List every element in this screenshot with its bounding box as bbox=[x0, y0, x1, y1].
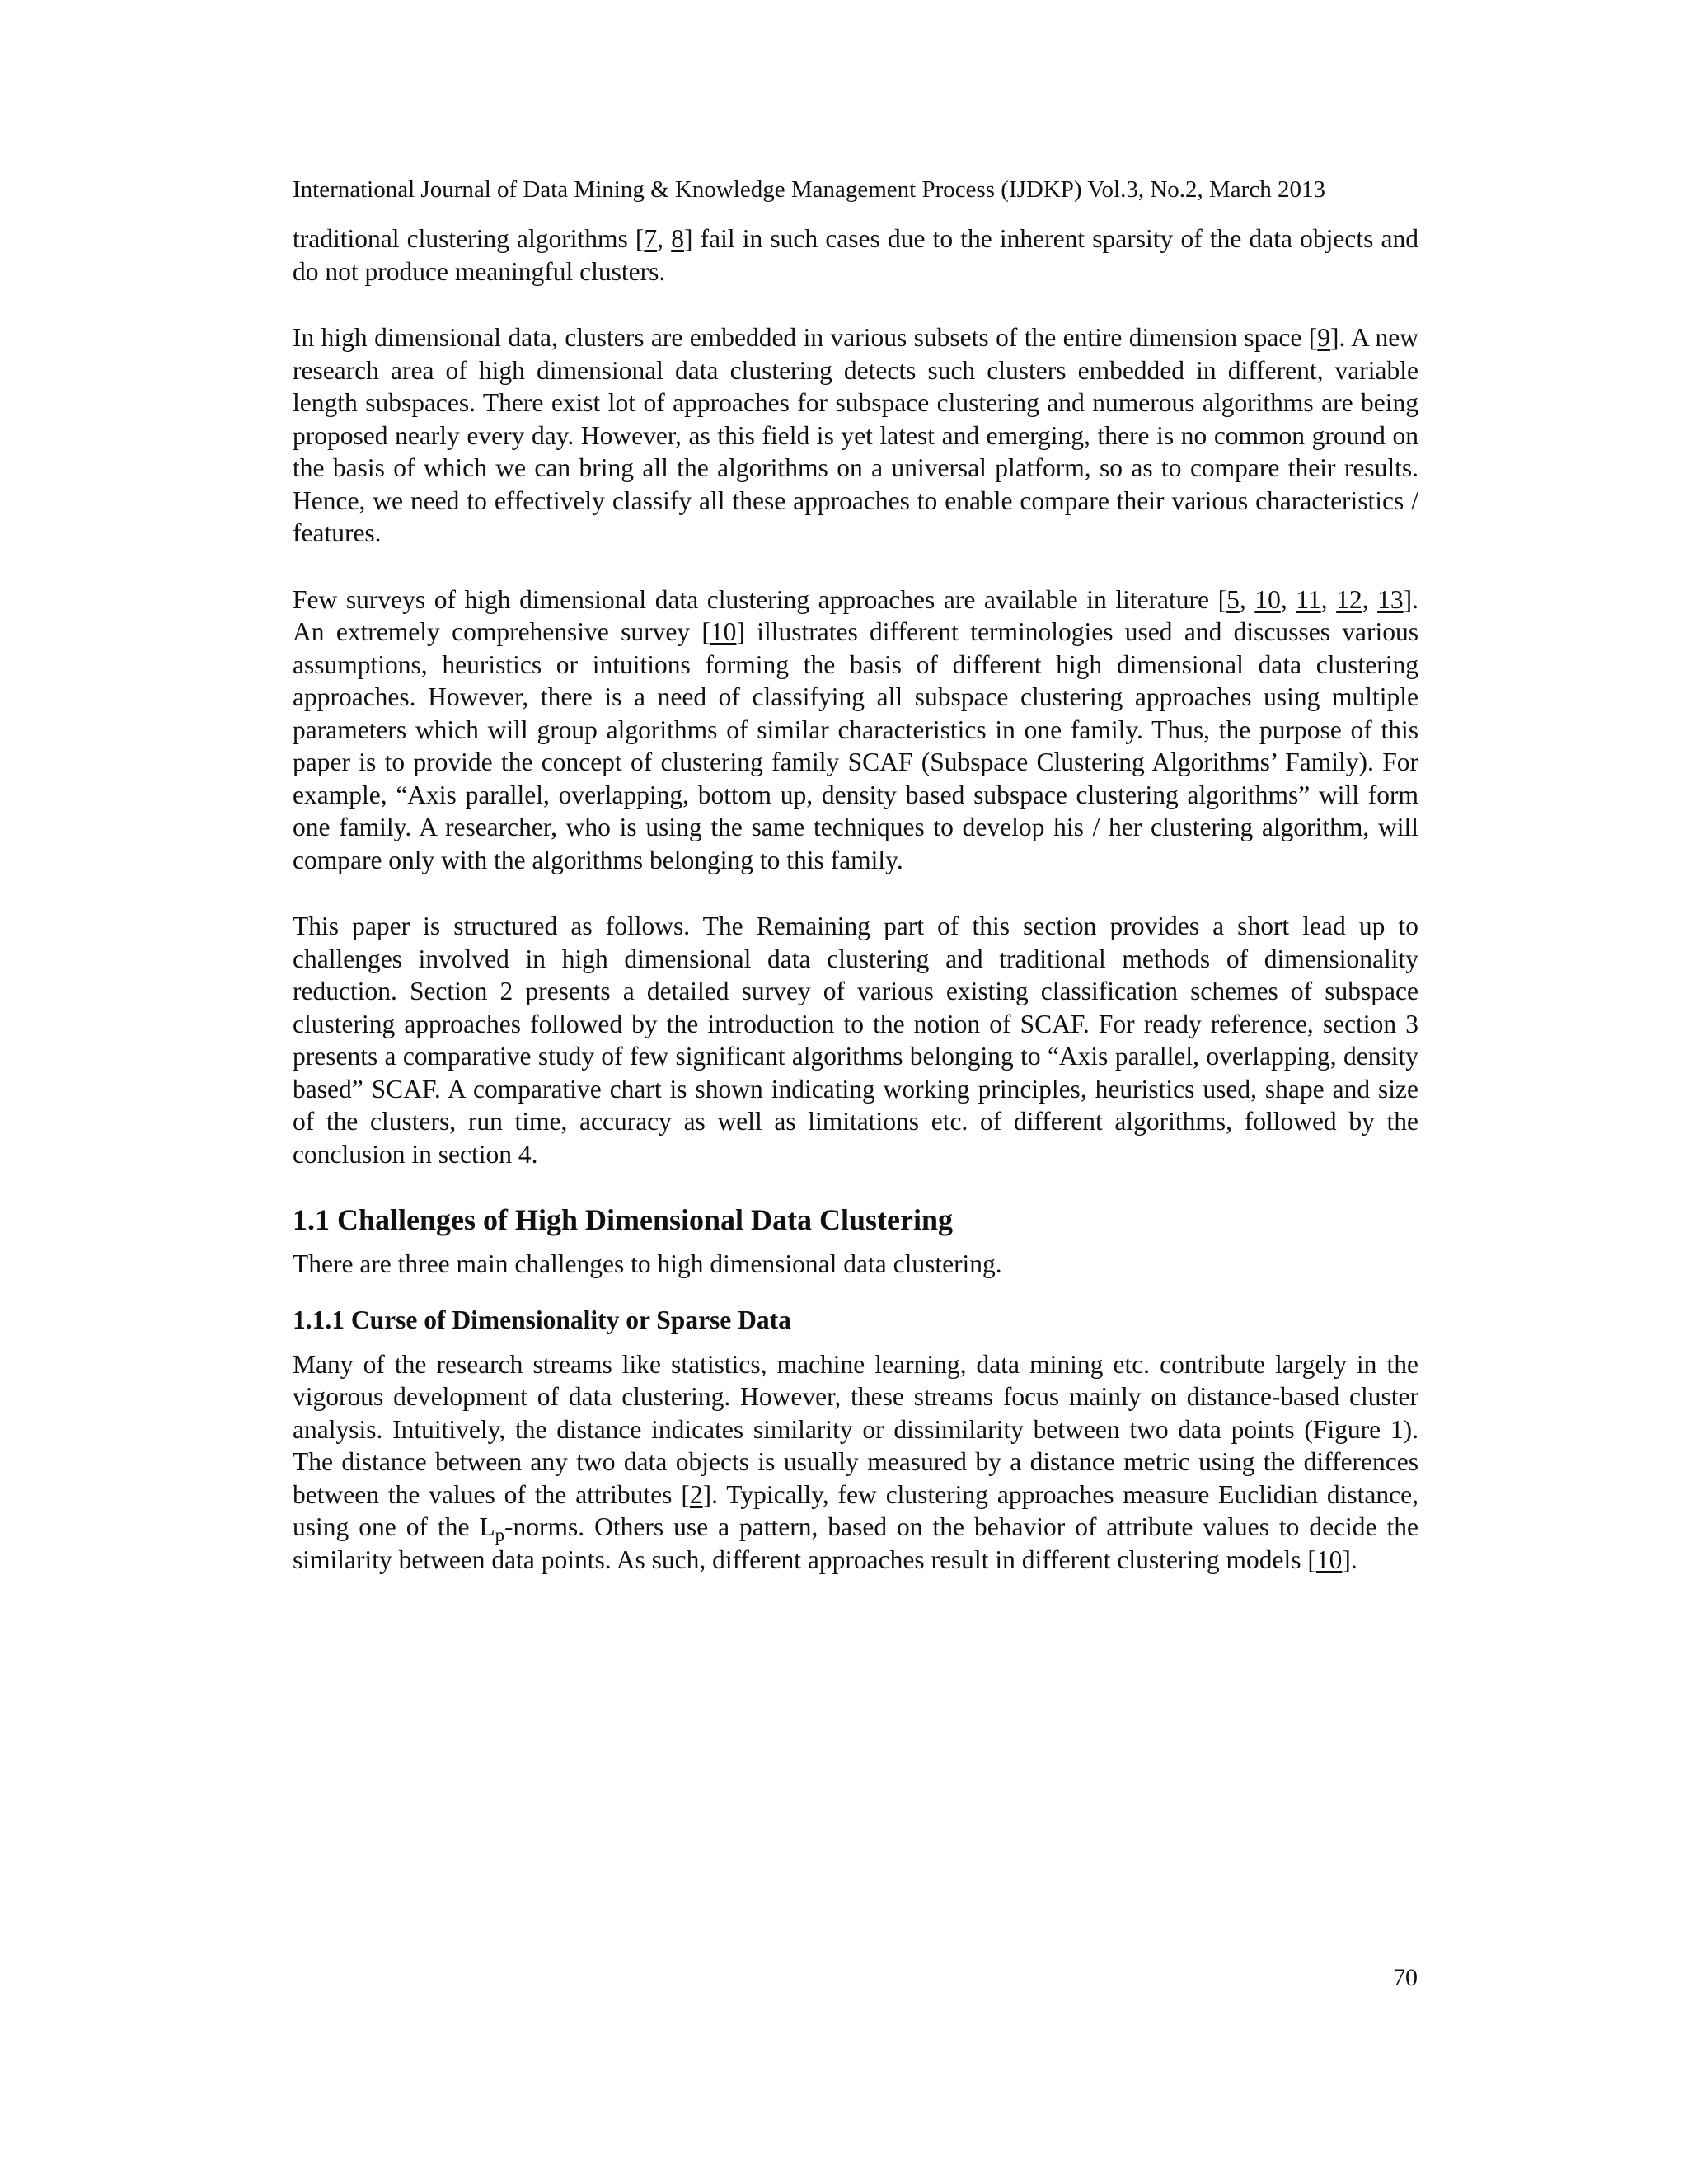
subscript-p: p bbox=[495, 1524, 505, 1545]
text-span: ]. Typically, few clustering approaches measure Euclidian distance, using one of the L bbox=[293, 1479, 1418, 1541]
running-header: International Journal of Data Mining & Knowledge Management Process (IJDKP) Vol.3, No.2, March 2013 bbox=[293, 176, 1325, 203]
text-span: , bbox=[1239, 584, 1255, 614]
paragraph-structure: This paper is structured as follows. The Remaining part of this section provides a short lead up to challenges involved in high dimensional data clustering and traditional methods of dimensionality reduction. Section 2 presents a detailed survey of various existing classification schemes of subspace clustering approaches followed by the introduction to the notion of SCAF. For ready reference, section 3 presents a comparative study of few significant algorithms belonging to “Axis parallel, overlapping, density based” SCAF. A comparative chart is shown indicating working principles, heuristics used, shape and size of the clusters, run time, accuracy as well as limitations etc. of different algorithms, followed by the conclusion in section 4. bbox=[293, 912, 1418, 1169]
paragraph-intro-continued bbox=[293, 223, 1418, 288]
text-span: , bbox=[657, 224, 672, 253]
citation-link[interactable]: 10 bbox=[1254, 584, 1281, 614]
text-span: Few surveys of high dimensional data clustering approaches are available in literature [ bbox=[293, 584, 1227, 614]
paragraph-challenges-intro: There are three main challenges to high dimensional data clustering. bbox=[293, 1249, 1002, 1278]
paragraph-surveys bbox=[293, 583, 1418, 877]
text-span: ] fail in such cases due to the inherent sparsity of the data objects and do not produce meaningful clusters. bbox=[293, 224, 1418, 286]
section-heading: 1.1 Challenges of High Dimensional Data Clustering bbox=[293, 1203, 954, 1236]
citation-link[interactable]: 2 bbox=[689, 1479, 703, 1509]
text-span: Many of the research streams like statistics, machine learning, data mining etc. contribute largely in the vigorous development of data clustering. However, these streams focus mainly on distance-based cluster analysis. Intuitively, the distance indicates similarity or dissimilarity between two data points (Figure 1). The distance between any two data objects is usually measured by a distance metric using the differences between the values of the attributes [ bbox=[293, 1349, 1418, 1509]
text-span: , bbox=[1320, 584, 1337, 614]
text-span: , bbox=[1362, 584, 1378, 614]
text-span: traditional clustering algorithms [ bbox=[293, 224, 645, 253]
citation-link[interactable]: 13 bbox=[1377, 584, 1404, 614]
text-span: ]. An extremely comprehensive survey [ bbox=[293, 584, 1419, 646]
text-span: , bbox=[1280, 584, 1296, 614]
citation-link[interactable]: 5 bbox=[1226, 584, 1240, 614]
citation-link[interactable]: 12 bbox=[1336, 584, 1362, 614]
citation-link[interactable]: 11 bbox=[1296, 584, 1321, 614]
citation-link[interactable]: 8 bbox=[671, 224, 684, 253]
subsection-heading: 1.1.1 Curse of Dimensionality or Sparse Data bbox=[293, 1305, 791, 1334]
body-text bbox=[293, 223, 1418, 1576]
paragraph-subspaces bbox=[293, 321, 1418, 550]
citation-link[interactable]: 10 bbox=[1315, 1544, 1343, 1574]
text-span: ]. A new research area of high dimensional data clustering detects such clusters embedded in different, variable length subspaces. There exist lot of approaches for subspace clustering and numerous algorithms are being proposed nearly every day. However, as this field is yet latest and emerging, there is no common ground on the basis of which we can bring all the algorithms on a universal platform, so as to compare their results. Hence, we need to effectively classify all these approaches to enable compare their various characteristics / features. bbox=[293, 323, 1418, 547]
text-span: ]. bbox=[1342, 1544, 1357, 1574]
text-span: ] illustrates different terminologies used and discusses various assumptions, heuristics or intuitions forming the basis of different high dimensional data clustering approaches. However, there is a need of classifying all subspace clustering approaches using multiple parameters which will group algorithms of similar characteristics in one family. Thus, the purpose of this paper is to provide the concept of clustering family SCAF (Subspace Clustering Algorithms’ Family). For example, “Axis parallel, overlapping, bottom up, density based subspace clustering algorithms” will form one family. A researcher, who is using the same techniques to develop his / her clustering algorithm, will compare only with the algorithms belonging to this family. bbox=[293, 617, 1418, 874]
text-span: In high dimensional data, clusters are embedded in various subsets of the entire dimension space [ bbox=[293, 323, 1318, 352]
page-number: 70 bbox=[1393, 1964, 1418, 1991]
paragraph-curse-of-dimensionality bbox=[293, 1348, 1418, 1577]
text-span: -norms. Others use a pattern, based on the behavior of attribute values to decide the similarity between data points. As such, different approaches result in different clustering models [ bbox=[293, 1512, 1419, 1574]
citation-link[interactable]: 10 bbox=[710, 617, 737, 646]
citation-link[interactable]: 7 bbox=[644, 224, 658, 253]
citation-link[interactable]: 9 bbox=[1317, 323, 1331, 352]
